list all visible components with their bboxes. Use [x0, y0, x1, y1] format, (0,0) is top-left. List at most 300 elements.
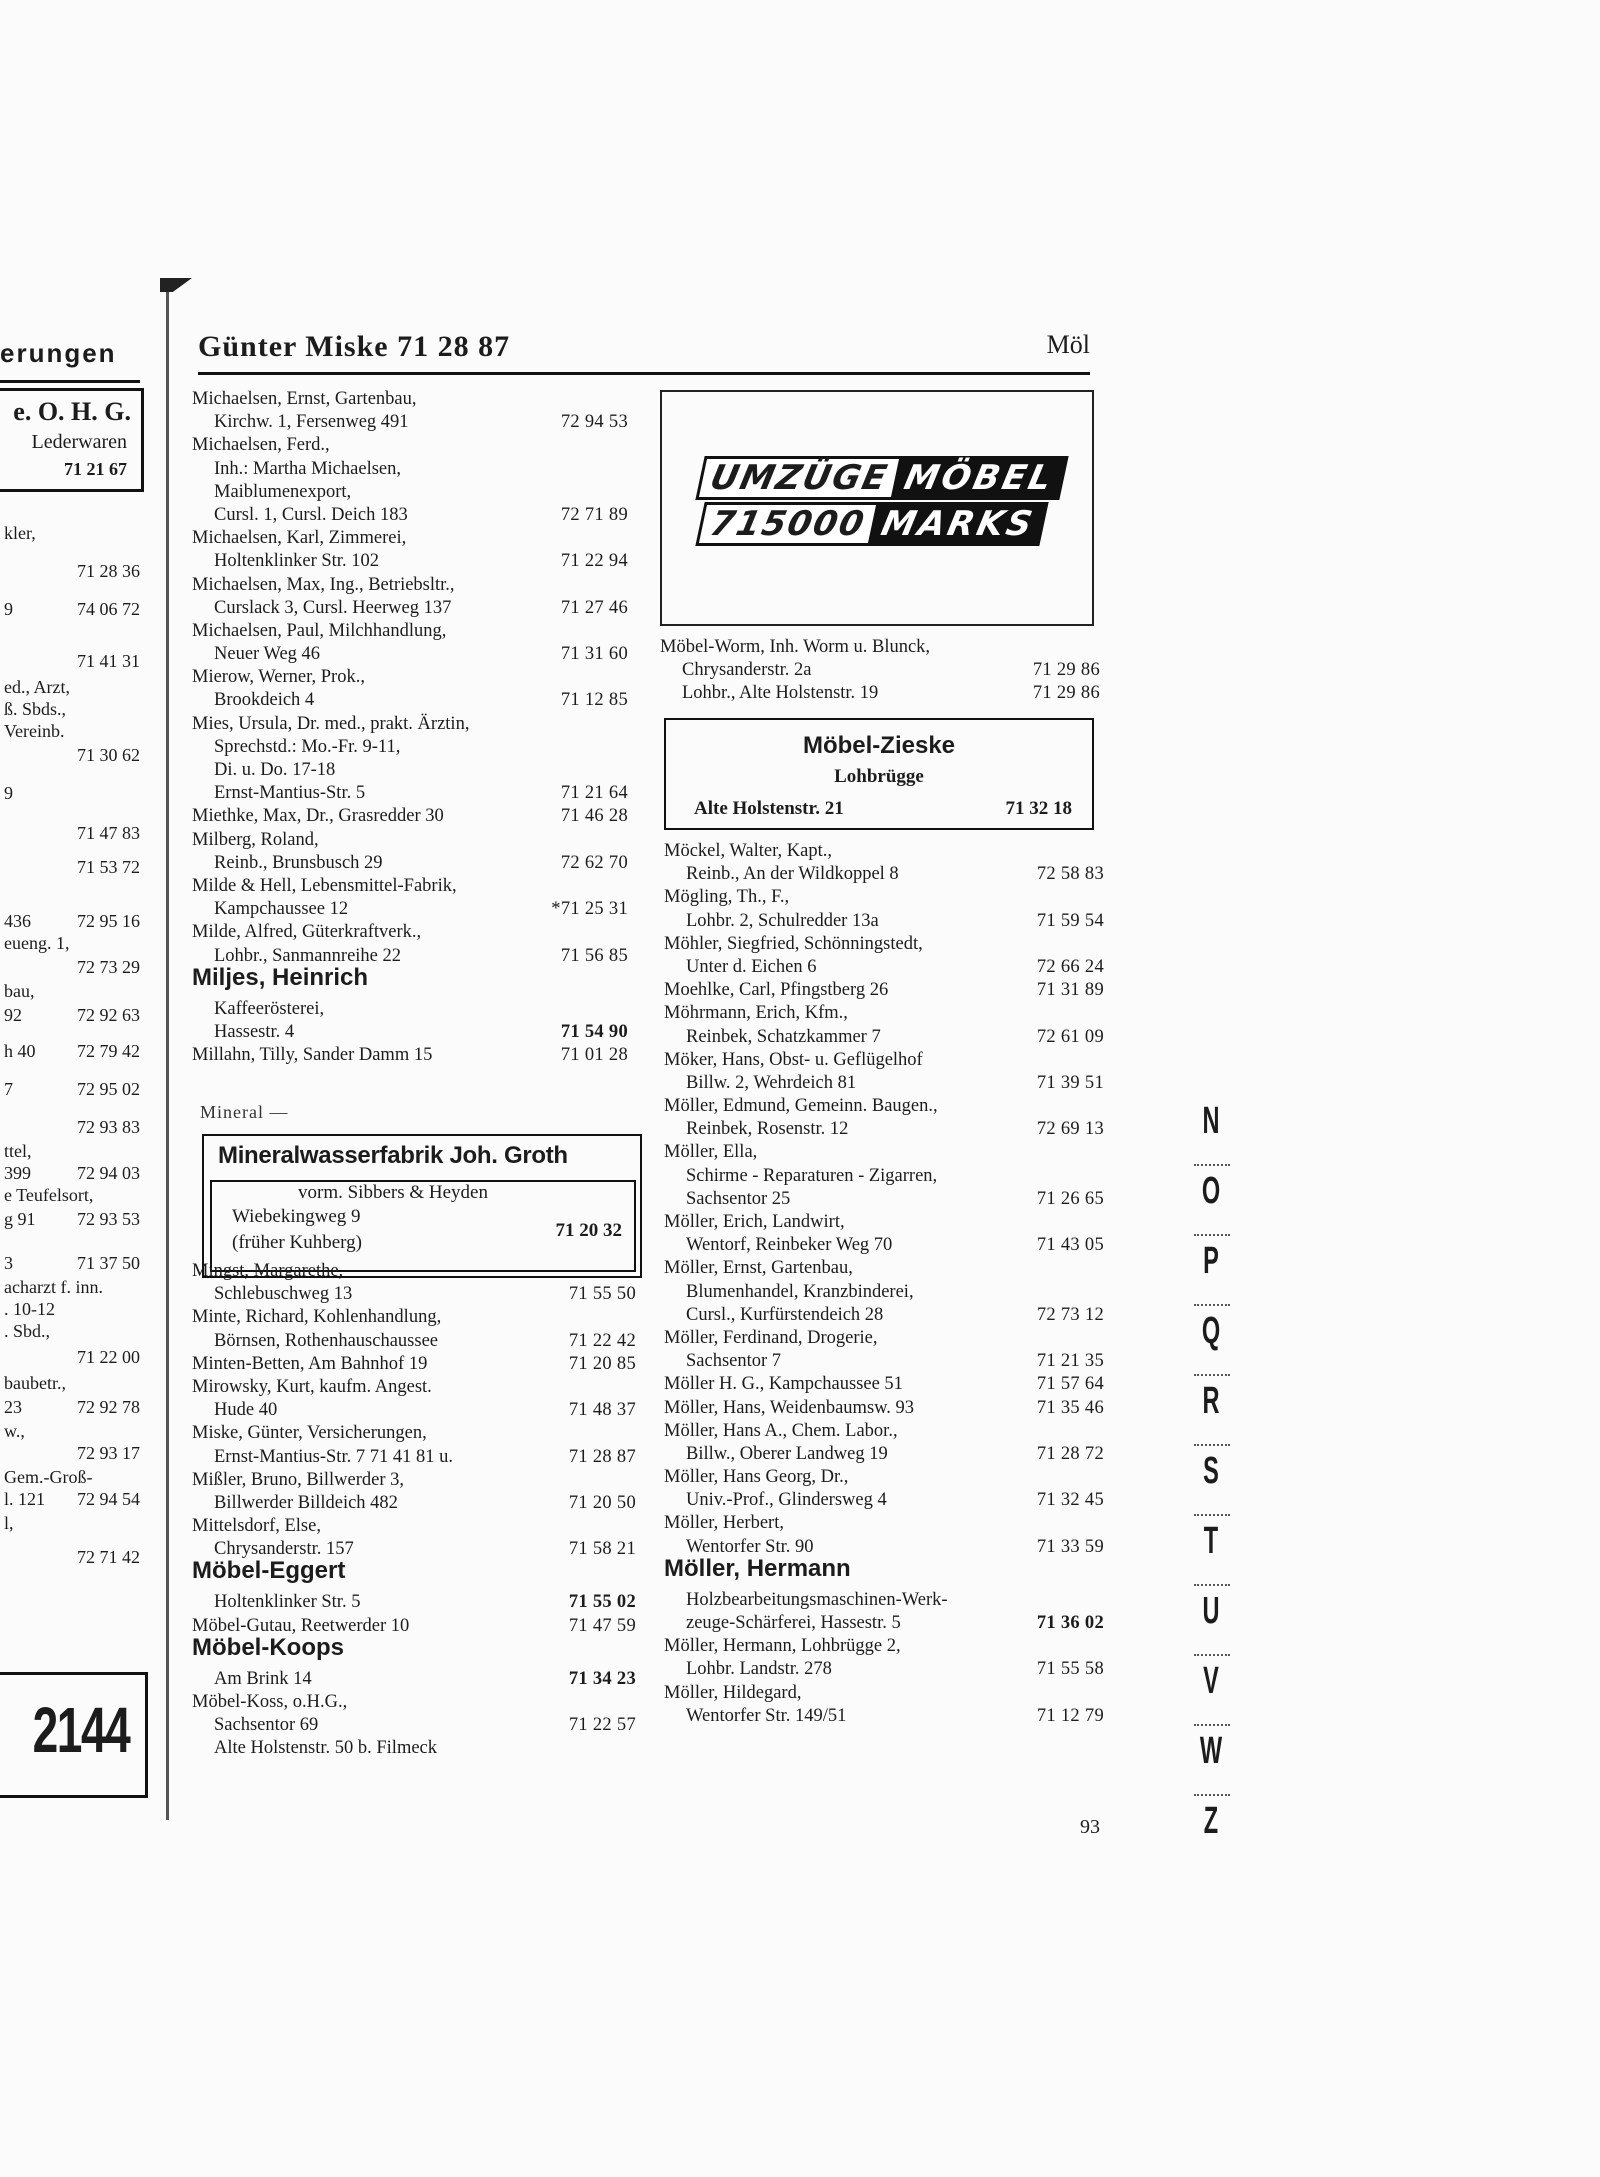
- directory-entry: [192, 1422, 636, 1468]
- directory-entry: [664, 1512, 1104, 1558]
- directory-entry: [192, 1260, 636, 1306]
- entry-text: Holtenklinker Str. 5: [214, 1592, 361, 1613]
- entry-line: [664, 886, 1104, 909]
- left-line-text: kler,: [4, 523, 36, 543]
- tab-separator: [1194, 1444, 1230, 1446]
- entry-text: Mögling, Th., F.,: [664, 887, 790, 908]
- entry-text: Curslack 3, Cursl. Heerweg 137: [214, 597, 452, 618]
- entry-phone: 71 46 28: [560, 806, 628, 827]
- entry-line: [192, 1422, 636, 1445]
- left-line-text: h 40: [4, 1041, 36, 1061]
- entry-line: [664, 910, 1104, 933]
- entry-line: [664, 956, 1104, 979]
- entry-line: [192, 898, 628, 921]
- entry-text: Möbel-Koops: [192, 1633, 344, 1661]
- entry-line: [664, 1489, 1104, 1512]
- zieske-ad-box: [664, 718, 1094, 830]
- entry-text: Möbel-Gutau, Reetwerder 10: [192, 1615, 410, 1636]
- entry-line: [192, 1353, 636, 1376]
- entry-line: [664, 1635, 1104, 1658]
- entry-text: Minte, Richard, Kohlenhandlung,: [192, 1307, 442, 1328]
- entry-text: Möller, Hans, Weidenbaumsw. 93: [664, 1397, 915, 1418]
- entry-line: [664, 1682, 1104, 1705]
- ad-row-1: [700, 456, 1063, 500]
- entry-line: [664, 1026, 1104, 1049]
- entry-phone: 71 22 57: [568, 1715, 636, 1736]
- groth-ad-box: [202, 1134, 642, 1278]
- entry-line: [664, 1141, 1104, 1164]
- entry-text: Milde, Alfred, Güterkraftverk.,: [192, 922, 422, 943]
- left-line-text: l,: [4, 1513, 14, 1533]
- ad-umzuege: UMZÜGE: [695, 456, 903, 500]
- entry-phone: 71 39 51: [1036, 1072, 1104, 1093]
- column-1b-entries: [192, 1260, 636, 1761]
- entry-text: Am Brink 14: [214, 1668, 312, 1689]
- left-line-text: ed., Arzt,: [4, 677, 70, 697]
- tab-separator: [1194, 1234, 1230, 1236]
- left-line-text: eueng. 1,: [4, 933, 70, 953]
- left-line-text: w.,: [4, 1421, 25, 1441]
- left-ad-title: e. O. H. G.: [13, 397, 131, 426]
- entry-phone: 71 01 28: [560, 1045, 628, 1066]
- entry-text: Sachsentor 69: [214, 1715, 319, 1736]
- directory-entry: [192, 875, 628, 921]
- entry-line: [664, 1049, 1104, 1072]
- directory-entry: [192, 713, 628, 806]
- directory-entry: [192, 1376, 636, 1422]
- left-line-number: 72 94 54: [77, 1489, 140, 1509]
- entry-phone: 71 54 90: [560, 1021, 628, 1042]
- left-page-fragment: [0, 330, 148, 1810]
- directory-entry: [192, 1353, 636, 1376]
- entry-text: Ernst-Mantius-Str. 5: [214, 783, 366, 804]
- entry-text: Schlebuschweg 13: [214, 1284, 353, 1305]
- entry-text: Möller, Ernst, Gartenbau,: [664, 1258, 853, 1279]
- entry-text: Möller, Hermann: [664, 1554, 851, 1582]
- entry-line: [192, 666, 628, 689]
- entry-phone: 71 48 37: [568, 1400, 636, 1421]
- entry-text: Möller, Hans A., Chem. Labor.,: [664, 1420, 898, 1441]
- directory-entry: [192, 1691, 636, 1761]
- entry-line: [664, 1304, 1104, 1327]
- left-line-number: 71 22 00: [77, 1347, 140, 1367]
- entry-phone: 71 26 65: [1036, 1188, 1104, 1209]
- directory-entry: [192, 666, 628, 712]
- entry-text: Mirowsky, Kurt, kaufm. Angest.: [192, 1376, 432, 1397]
- entry-line: [664, 933, 1104, 956]
- directory-entry: [664, 1327, 1104, 1373]
- entry-phone: 71 56 85: [560, 945, 628, 966]
- entry-line: [192, 1376, 636, 1399]
- alphabet-tab[interactable]: W: [1199, 1730, 1223, 1772]
- entry-phone: 71 22 42: [568, 1330, 636, 1351]
- entry-line: [192, 1515, 636, 1538]
- entry-phone: 71 28 72: [1036, 1443, 1104, 1464]
- tab-separator: [1194, 1584, 1230, 1586]
- left-ad-subtitle: Lederwaren: [31, 431, 127, 453]
- tab-separator: [1194, 1724, 1230, 1726]
- entry-text: Billw., Oberer Landweg 19: [686, 1443, 888, 1464]
- entry-text: Möbel-Worm, Inh. Worm u. Blunck,: [660, 637, 931, 657]
- entry-text: Mittelsdorf, Else,: [192, 1516, 321, 1537]
- alphabet-tabs[interactable]: [1186, 1100, 1236, 1880]
- entry-text: Möller, Erich, Landwirt,: [664, 1212, 845, 1232]
- entry-line: [192, 759, 628, 782]
- entry-text: Reinbek, Schatzkammer 7: [686, 1026, 881, 1047]
- alphabet-tab[interactable]: Z: [1203, 1800, 1219, 1842]
- entry-line: [664, 1118, 1104, 1141]
- left-line-text: 9: [4, 599, 13, 619]
- entry-line: [192, 574, 628, 597]
- left-line-number: 72 93 83: [77, 1117, 140, 1137]
- entry-phone: 71 55 58: [1036, 1659, 1104, 1680]
- entry-phone: 72 71 89: [560, 504, 628, 525]
- entry-line: [192, 963, 628, 998]
- entry-line: [192, 829, 628, 852]
- entry-line: [192, 1691, 636, 1714]
- entry-text: Minten-Betten, Am Bahnhof 19: [192, 1353, 428, 1374]
- entry-phone: 71 34 23: [568, 1668, 636, 1689]
- entry-phone: 72 73 12: [1036, 1304, 1104, 1325]
- entry-line: [192, 1469, 636, 1492]
- alphabet-tab[interactable]: T: [1203, 1520, 1219, 1562]
- entry-text: Möller, Hermann, Lohbrügge 2,: [664, 1636, 901, 1657]
- entry-text: Reinbek, Rosenstr. 12: [686, 1119, 849, 1140]
- entry-text: Lohbr., Alte Holstenstr. 19: [682, 683, 879, 704]
- directory-entry: [664, 979, 1104, 1002]
- entry-line: [192, 1330, 636, 1353]
- left-line-text: e Teufelsort,: [4, 1185, 94, 1205]
- directory-entry: [192, 1515, 636, 1561]
- entry-text: Möbel-Koss, o.H.G.,: [192, 1692, 348, 1712]
- entry-line: [192, 1446, 636, 1469]
- left-line-number: 71 47 83: [77, 823, 140, 843]
- page-number: 93: [1080, 1816, 1100, 1838]
- entry-phone: 71 21 35: [1036, 1351, 1104, 1372]
- left-line-number: 71 41 31: [77, 651, 140, 671]
- alphabet-tab[interactable]: U: [1202, 1590, 1220, 1632]
- entry-text: Mies, Ursula, Dr. med., prakt. Ärztin,: [192, 713, 470, 734]
- ad-marks: MARKS: [867, 502, 1049, 546]
- left-line-text: 9: [4, 783, 13, 803]
- entry-text: Mißler, Bruno, Billwerder 3,: [192, 1469, 404, 1490]
- alphabet-tab[interactable]: Q: [1201, 1310, 1221, 1352]
- entry-phone: *71 25 31: [551, 899, 628, 920]
- alphabet-tab[interactable]: R: [1202, 1380, 1220, 1422]
- entry-line: [664, 1443, 1104, 1466]
- page-spine: [166, 280, 169, 1820]
- directory-entry: [664, 1466, 1104, 1512]
- alphabet-tab[interactable]: O: [1201, 1170, 1221, 1212]
- entry-phone: 71 43 05: [1036, 1235, 1104, 1256]
- entry-line: [664, 1658, 1104, 1681]
- directory-entry: [192, 527, 628, 573]
- entry-line: [664, 1350, 1104, 1373]
- alphabet-tab[interactable]: S: [1203, 1450, 1219, 1492]
- entry-line: [664, 1165, 1104, 1188]
- entry-line: [192, 805, 628, 828]
- directory-entry: [664, 1373, 1104, 1396]
- directory-entry: [192, 434, 628, 527]
- groth-title: Mineralwasserfabrik Joh. Groth: [218, 1142, 568, 1169]
- entry-phone: 72 61 09: [1036, 1026, 1104, 1047]
- left-line-text: 436: [4, 911, 31, 931]
- entry-text: Möhler, Siegfried, Schönningstedt,: [664, 933, 923, 954]
- zieske-phone: 71 32 18: [1005, 798, 1072, 819]
- left-line-number: 72 95 02: [77, 1079, 140, 1099]
- entry-text: Kaffeerösterei,: [214, 998, 325, 1019]
- left-line-number: 72 73 29: [77, 957, 140, 977]
- left-line-text: l. 121: [4, 1489, 46, 1509]
- directory-entry: [660, 636, 1100, 706]
- tab-separator: [1194, 1794, 1230, 1796]
- entry-line: [660, 682, 1100, 705]
- entry-line: [192, 1044, 628, 1067]
- entry-phone: 71 31 60: [560, 644, 628, 665]
- entry-line: [192, 504, 628, 527]
- alphabet-tab[interactable]: V: [1203, 1660, 1219, 1702]
- entry-text: Neuer Weg 46: [214, 644, 321, 665]
- entry-text: Cursl. 1, Cursl. Deich 183: [214, 504, 408, 525]
- entry-text: Ernst-Mantius-Str. 7 71 41 81 u.: [214, 1446, 453, 1467]
- left-line-number: 72 95 16: [77, 911, 140, 931]
- entry-phone: 72 62 70: [560, 852, 628, 873]
- entry-line: [664, 1612, 1104, 1635]
- left-line-number: 72 92 78: [77, 1397, 140, 1417]
- entry-text: Hude 40: [214, 1400, 278, 1421]
- entry-text: Millahn, Tilly, Sander Damm 15: [192, 1045, 433, 1066]
- tab-separator: [1194, 1374, 1230, 1376]
- directory-entry: [192, 620, 628, 666]
- entry-text: Miljes, Heinrich: [192, 963, 369, 991]
- left-header-rule: [0, 380, 140, 383]
- entry-text: Cursl., Kurfürstendeich 28: [686, 1304, 884, 1325]
- directory-entry: [192, 1557, 636, 1614]
- entry-phone: 72 69 13: [1036, 1119, 1104, 1140]
- entry-text: Michaelsen, Ernst, Gartenbau,: [192, 389, 417, 409]
- entry-line: [192, 1399, 636, 1422]
- directory-entry: [664, 1095, 1104, 1141]
- entry-line: [192, 852, 628, 875]
- left-line-number: 72 71 42: [77, 1547, 140, 1567]
- alphabet-tab[interactable]: N: [1202, 1100, 1220, 1142]
- page-header: [198, 330, 1090, 370]
- directory-entry: [664, 1397, 1104, 1420]
- entry-line: [192, 1633, 636, 1668]
- left-line-number: 72 93 17: [77, 1443, 140, 1463]
- directory-entry: [192, 1044, 628, 1067]
- entry-text: Börnsen, Rothenhauschaussee: [214, 1330, 439, 1351]
- entry-text: Möhrmann, Erich, Kfm.,: [664, 1003, 848, 1024]
- entry-text: Möller, Hans Georg, Dr.,: [664, 1467, 849, 1488]
- entry-phone: 71 21 64: [560, 783, 628, 804]
- entry-line: [664, 1705, 1104, 1728]
- entry-line: [192, 527, 628, 550]
- entry-phone: 71 55 02: [568, 1592, 636, 1613]
- left-line-number: 71 30 62: [77, 745, 140, 765]
- directory-entry: [192, 574, 628, 620]
- entry-line: [664, 1420, 1104, 1443]
- entry-text: Milde & Hell, Lebensmittel-Fabrik,: [192, 875, 457, 896]
- left-line-number: 71 53 72: [77, 857, 140, 877]
- entry-text: Michaelsen, Max, Ing., Betriebsltr.,: [192, 574, 455, 595]
- left-line-text: Gem.-Groß-: [4, 1467, 93, 1487]
- left-line-text: ß. Sbds.,: [4, 699, 67, 719]
- entry-text: Sachsentor 7: [686, 1351, 782, 1372]
- entry-line: [192, 643, 628, 666]
- directory-entry: [192, 829, 628, 875]
- directory-entry: [664, 1049, 1104, 1095]
- directory-entry: [664, 1635, 1104, 1681]
- entry-text: Wentorfer Str. 149/51: [686, 1705, 847, 1726]
- entry-phone: 71 33 59: [1036, 1536, 1104, 1557]
- entry-text: Chrysanderstr. 157: [214, 1539, 354, 1560]
- entry-line: [192, 550, 628, 573]
- entry-line: [664, 1234, 1104, 1257]
- directory-entry: [192, 921, 628, 967]
- entry-phone: 71 36 02: [1036, 1613, 1104, 1633]
- entry-phone: 71 20 50: [568, 1492, 636, 1513]
- alphabet-tab[interactable]: P: [1203, 1240, 1219, 1282]
- entry-line: [192, 1557, 636, 1591]
- entry-line: [192, 458, 628, 481]
- header-rule: [198, 372, 1090, 375]
- entry-text: Univ.-Prof., Glindersweg 4: [686, 1490, 887, 1511]
- directory-entry: [664, 1257, 1104, 1327]
- entry-line: [664, 1257, 1104, 1280]
- entry-text: Möbel-Eggert: [192, 1557, 346, 1585]
- entry-line: [192, 411, 628, 434]
- entry-text: Unter d. Eichen 6: [686, 956, 817, 977]
- groth-phone: 71 20 32: [555, 1220, 622, 1241]
- entry-line: [192, 1492, 636, 1515]
- entry-line: [192, 998, 628, 1021]
- entry-line: [664, 979, 1104, 1002]
- directory-entry: [664, 1682, 1104, 1728]
- entry-line: [664, 1188, 1104, 1211]
- entry-line: [664, 1281, 1104, 1304]
- entry-text: Lohbr., Sanmannreihe 22: [214, 945, 402, 966]
- entry-text: Inh.: Martha Michaelsen,: [214, 458, 401, 479]
- tab-separator: [1194, 1654, 1230, 1656]
- entry-text: Michaelsen, Ferd.,: [192, 435, 330, 456]
- directory-entry: [192, 1469, 636, 1515]
- entry-text: Möller, Ella,: [664, 1142, 758, 1163]
- entry-text: Alte Holstenstr. 50 b. Filmeck: [214, 1738, 438, 1759]
- directory-entry: [664, 1141, 1104, 1211]
- directory-entry: [192, 388, 628, 434]
- entry-phone: 71 55 50: [568, 1284, 636, 1305]
- entry-line: [192, 434, 628, 457]
- entry-line: [664, 1373, 1104, 1396]
- directory-entry: [192, 1633, 636, 1691]
- entry-text: Chrysanderstr. 2a: [682, 660, 812, 681]
- left-line-text: bau,: [4, 981, 35, 1001]
- entry-phone: 71 29 86: [1032, 660, 1100, 681]
- entry-text: zeuge-Schärferei, Hassestr. 5: [686, 1613, 901, 1633]
- left-line-number: 72 92 63: [77, 1005, 140, 1025]
- entry-line: [664, 1512, 1104, 1535]
- column-2b-entries: [664, 840, 1104, 1728]
- left-line-text: 399: [4, 1163, 31, 1183]
- entry-line: [192, 921, 628, 944]
- entry-line: [664, 1072, 1104, 1095]
- ad-row-2: [700, 502, 1044, 546]
- entry-line: [660, 659, 1100, 682]
- entry-text: Wentorf, Reinbeker Weg 70: [686, 1235, 893, 1256]
- column-2a-entries: [660, 636, 1100, 706]
- entry-line: [192, 620, 628, 643]
- left-line-text: . Sbd.,: [4, 1321, 51, 1341]
- directory-entry: [664, 1420, 1104, 1466]
- entry-phone: 71 29 86: [1032, 683, 1100, 704]
- umzuege-ad-box: [660, 390, 1094, 626]
- directory-entry: [192, 805, 628, 828]
- column-1-entries: [192, 388, 628, 1067]
- left-big-number-box: [0, 1672, 148, 1798]
- spine-mark: [160, 278, 192, 292]
- left-big-number: 2144: [32, 1694, 129, 1766]
- entry-phone: 71 58 21: [568, 1539, 636, 1560]
- left-line-number: 72 93 53: [77, 1209, 140, 1229]
- entry-line: [664, 1554, 1104, 1589]
- running-header-ad: Günter Miske 71 28 87: [198, 330, 511, 363]
- left-line-number: 74 06 72: [77, 599, 140, 619]
- entry-phone: 71 47 59: [568, 1615, 636, 1636]
- entry-text: Mingst, Margarethe,: [192, 1261, 344, 1281]
- entry-text: Hassestr. 4: [214, 1021, 295, 1042]
- entry-line: [664, 1466, 1104, 1489]
- entry-text: Sprechstd.: Mo.-Fr. 9-11,: [214, 736, 401, 757]
- left-line-number: 72 79 42: [77, 1041, 140, 1061]
- left-line-text: g 91: [4, 1209, 36, 1229]
- entry-text: Di. u. Do. 17-18: [214, 760, 336, 780]
- left-line-text: acharzt f. inn.: [4, 1277, 103, 1297]
- entry-phone: 71 28 87: [568, 1446, 636, 1467]
- left-line-text: 92: [4, 1005, 22, 1025]
- entry-line: [192, 1714, 636, 1737]
- directory-entry: [664, 886, 1104, 932]
- entry-line: [192, 689, 628, 712]
- left-line-text: 7: [4, 1079, 13, 1099]
- entry-text: Reinb., Brunsbusch 29: [214, 852, 383, 873]
- groth-line2: Wiebekingweg 9: [232, 1206, 361, 1227]
- left-ad-phone: 71 21 67: [64, 459, 127, 479]
- entry-text: Kirchw. 1, Fersenweg 491: [214, 412, 409, 433]
- left-line-number: 71 28 36: [77, 561, 140, 581]
- tab-separator: [1194, 1514, 1230, 1516]
- entry-text: Möller H. G., Kampchaussee 51: [664, 1374, 903, 1395]
- entry-line: [664, 863, 1104, 886]
- entry-phone: 72 94 53: [560, 412, 628, 433]
- entry-text: Blumenhandel, Kranzbinderei,: [686, 1281, 914, 1302]
- left-line-text: ttel,: [4, 1141, 32, 1161]
- left-line-number: 71 37 50: [77, 1253, 140, 1273]
- left-line-number: 72 94 03: [77, 1163, 140, 1183]
- entry-text: Möller, Hildegard,: [664, 1682, 802, 1703]
- groth-inner-box: [210, 1180, 636, 1272]
- directory-entry: [664, 840, 1104, 886]
- zieske-address: Alte Holstenstr. 21: [694, 798, 844, 819]
- entry-line: [664, 1327, 1104, 1350]
- entry-text: Billwerder Billdeich 482: [214, 1492, 398, 1513]
- entry-text: Möller, Ferdinand, Drogerie,: [664, 1327, 878, 1348]
- entry-text: Möker, Hans, Obst- u. Geflügelhof: [664, 1049, 923, 1070]
- entry-line: [664, 1211, 1104, 1234]
- groth-line1: vorm. Sibbers & Heyden: [298, 1182, 488, 1203]
- tab-separator: [1194, 1304, 1230, 1306]
- entry-text: Brookdeich 4: [214, 690, 315, 711]
